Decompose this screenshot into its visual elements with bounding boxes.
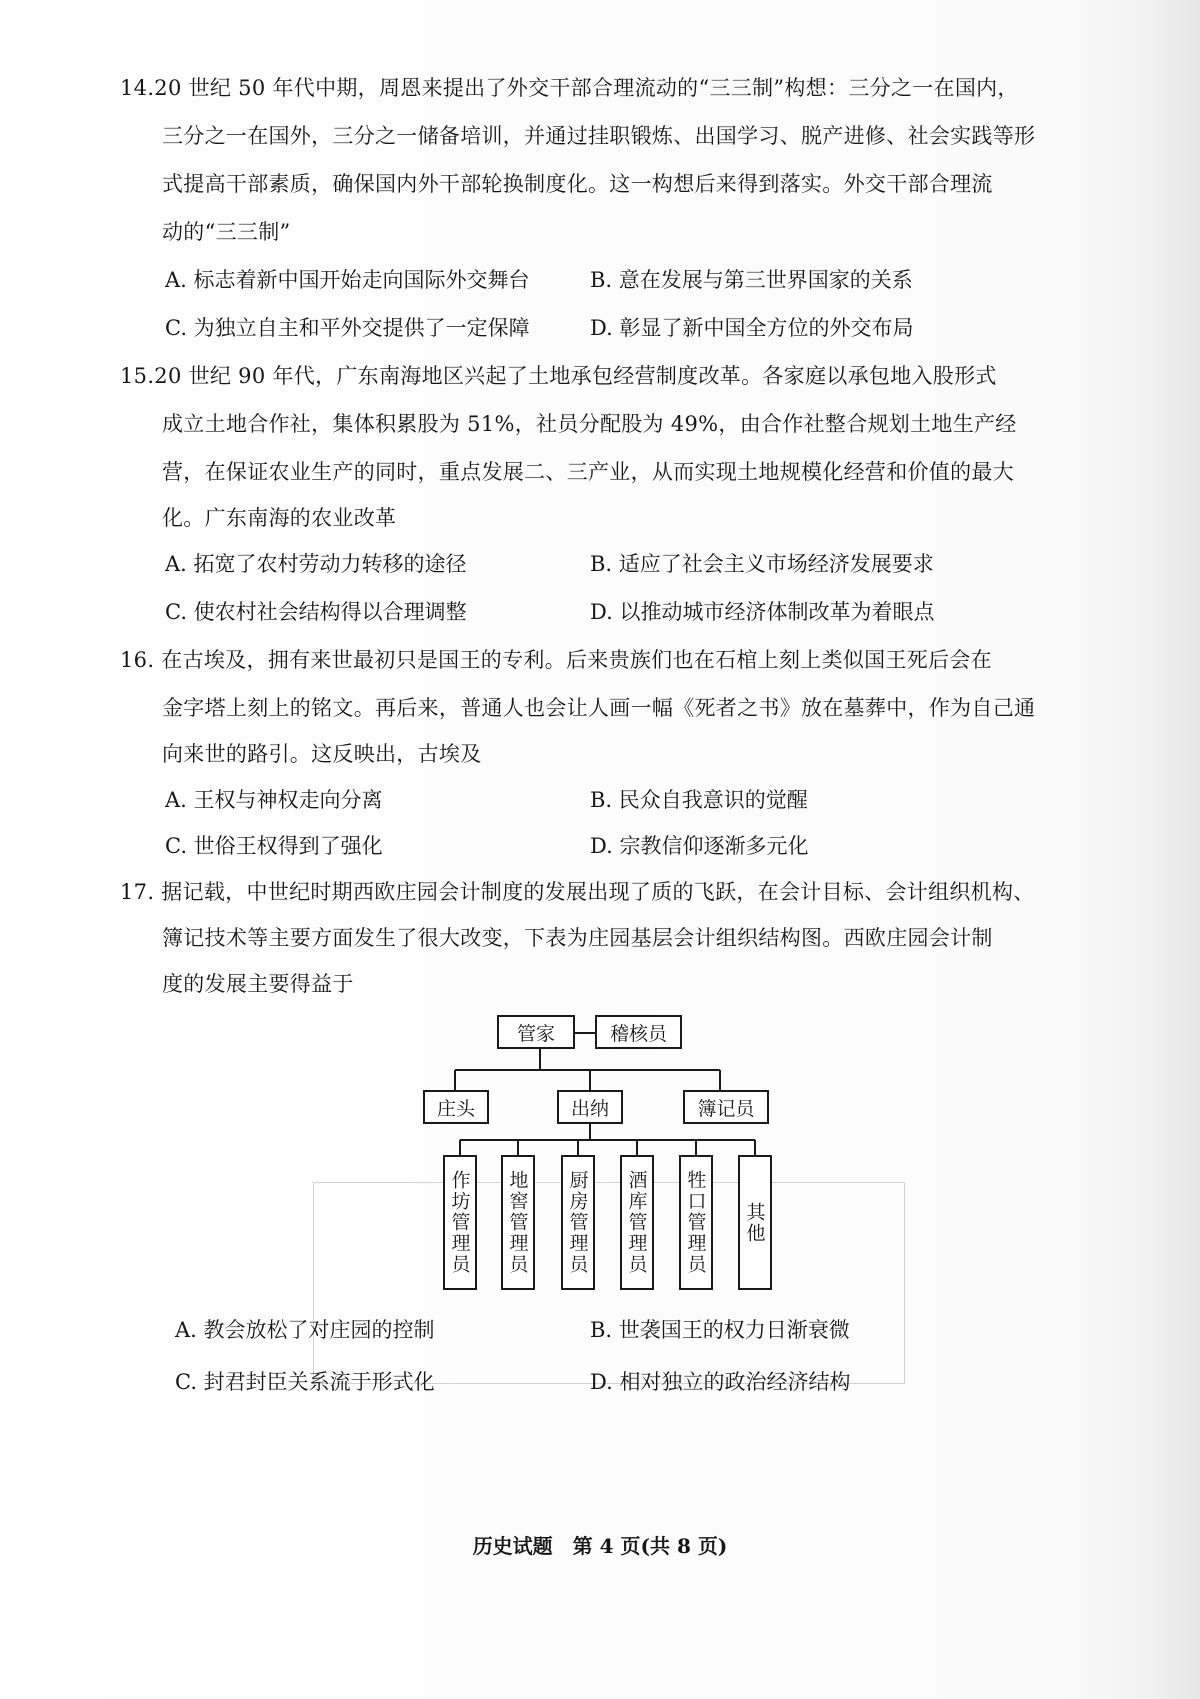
q15-option-d[interactable]: D. 以推动城市经济体制改革为着眼点 [590, 600, 935, 624]
q17-line-1: 17. 据记载，中世纪时期西欧庄园会计制度的发展出现了质的飞跃，在会计目标、会计组织机构、 [120, 880, 1035, 904]
q15-option-b[interactable]: B. 适应了社会主义市场经济发展要求 [590, 552, 934, 576]
q15-line-4: 化。广东南海的农业改革 [162, 506, 397, 530]
q16-option-b[interactable]: B. 民众自我意识的觉醒 [590, 788, 808, 812]
org-box-kitchen-manager: 厨房管理员 [561, 1155, 595, 1290]
q14-line-2: 三分之一在国外，三分之一储备培训，并通过挂职锻炼、出国学习、脱产进修、社会实践等形 [162, 124, 1036, 148]
q16-option-d[interactable]: D. 宗教信仰逐渐多元化 [590, 834, 809, 858]
q14-option-d[interactable]: D. 彰显了新中国全方位的外交布局 [590, 316, 914, 340]
q17-line-2: 簿记技术等主要方面发生了很大改变，下表为庄园基层会计组织结构图。西欧庄园会计制 [162, 926, 993, 950]
q15-option-a[interactable]: A. 拓宽了农村劳动力转移的途径 [165, 552, 467, 576]
q16-line-1: 16. 在古埃及，拥有来世最初只是国王的专利。后来贵族们也在石棺上刻上类似国王死后会在 [120, 648, 992, 672]
q17-option-c[interactable]: C. 封君封臣关系流于形式化 [175, 1370, 435, 1394]
q16-option-a[interactable]: A. 王权与神权走向分离 [165, 788, 383, 812]
org-box-steward: 管家 [497, 1015, 575, 1049]
q14-option-a[interactable]: A. 标志着新中国开始走向国际外交舞台 [165, 268, 530, 292]
q16-line-2: 金字塔上刻上的铭文。再后来，普通人也会让人画一幅《死者之书》放在墓葬中，作为自己通 [162, 696, 1036, 720]
show-through-table [313, 1182, 905, 1384]
org-box-cellar-manager: 地窖管理员 [501, 1155, 535, 1290]
q15-line-2: 成立土地合作社，集体积累股为 51%，社员分配股为 49%，由合作社整合规划土地生产经 [162, 412, 1017, 436]
q15-option-c[interactable]: C. 使农村社会结构得以合理调整 [165, 600, 467, 624]
q17-option-a[interactable]: A. 教会放松了对庄园的控制 [175, 1318, 435, 1342]
q15-line-3: 营，在保证农业生产的同时，重点发展二、三产业，从而实现土地规模化经营和价值的最大 [162, 460, 1014, 484]
q17-option-b[interactable]: B. 世袭国王的权力日渐衰微 [590, 1318, 850, 1342]
q16-option-c[interactable]: C. 世俗王权得到了强化 [165, 834, 383, 858]
q17-line-3: 度的发展主要得益于 [162, 972, 354, 996]
q14-option-c[interactable]: C. 为独立自主和平外交提供了一定保障 [165, 316, 530, 340]
org-box-auditor: 稽核员 [595, 1015, 682, 1049]
org-box-bailiff: 庄头 [423, 1090, 489, 1124]
q14-line-1: 14.20 世纪 50 年代中期，周恩来提出了外交干部合理流动的“三三制”构想：三分之一在国内， [120, 76, 1019, 100]
org-box-other: 其他 [738, 1155, 772, 1290]
q17-option-d[interactable]: D. 相对独立的政治经济结构 [590, 1370, 851, 1394]
org-box-cashier: 出纳 [557, 1090, 623, 1124]
q14-option-b[interactable]: B. 意在发展与第三世界国家的关系 [590, 268, 913, 292]
q16-line-3: 向来世的路引。这反映出，古埃及 [162, 742, 482, 766]
org-box-bookkeeper: 簿记员 [683, 1090, 769, 1124]
org-box-wine-cellar-manager: 酒库管理员 [620, 1155, 654, 1290]
page-footer: 历史试题 第 4 页(共 8 页) [472, 1534, 728, 1558]
org-box-workshop-manager: 作坊管理员 [443, 1155, 477, 1290]
q15-line-1: 15.20 世纪 90 年代，广东南海地区兴起了土地承包经营制度改革。各家庭以承包地入股形式 [120, 364, 997, 388]
q14-line-4: 动的“三三制” [162, 220, 291, 244]
q14-line-3: 式提高干部素质，确保国内外干部轮换制度化。这一构想后来得到落实。外交干部合理流 [162, 172, 993, 196]
org-box-livestock-manager: 牲口管理员 [679, 1155, 713, 1290]
